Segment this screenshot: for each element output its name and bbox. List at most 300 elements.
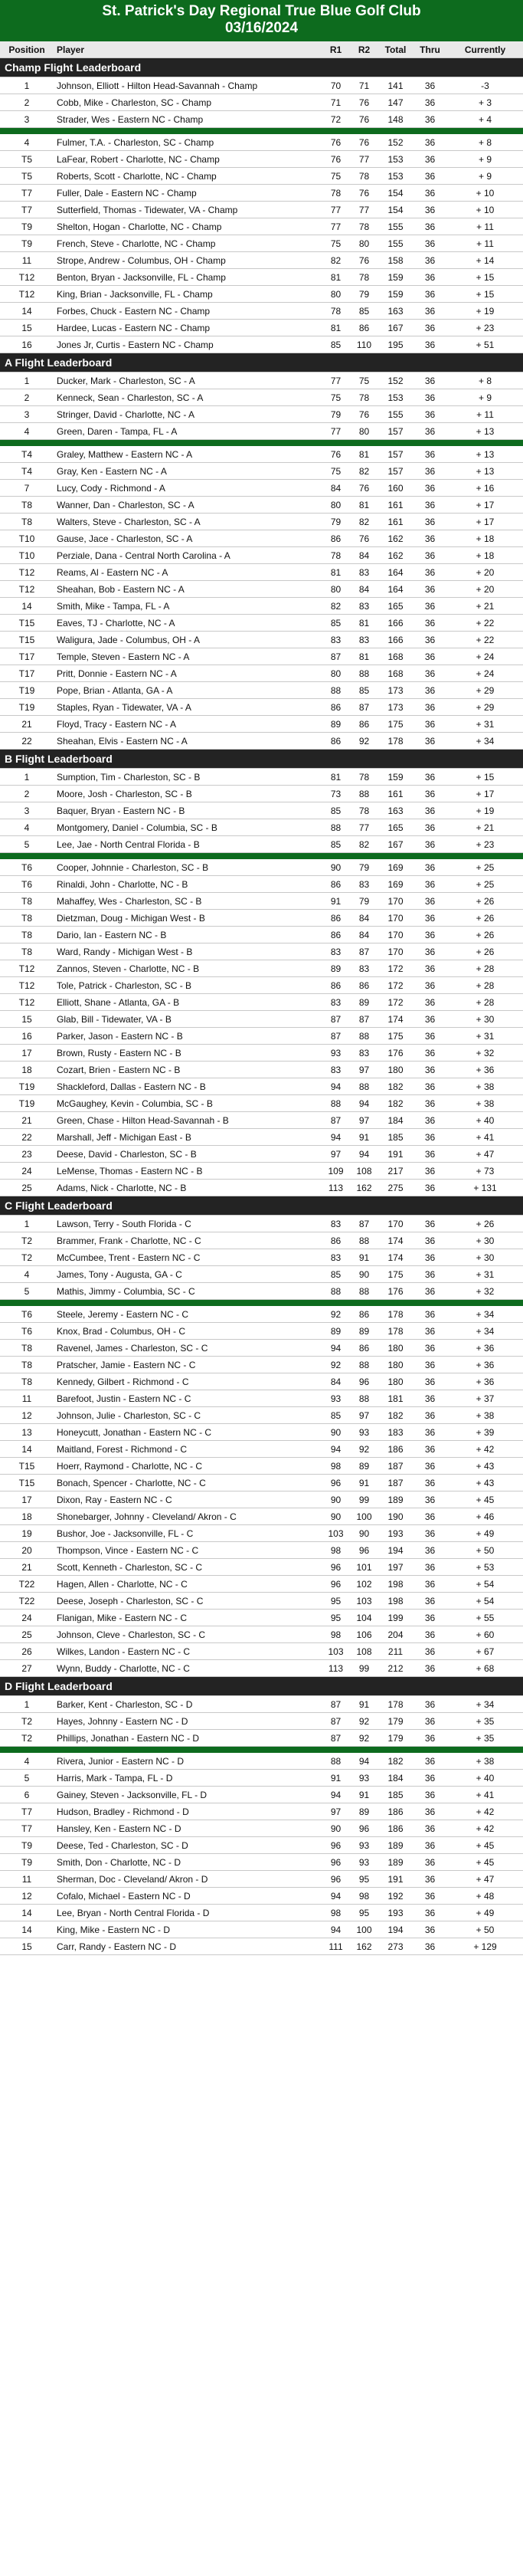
table-row <box>0 1062 523 1078</box>
r1-cell: 85 <box>322 1407 350 1424</box>
thru-cell: 36 <box>413 615 447 632</box>
thru-cell: 36 <box>413 1306 447 1323</box>
r2-cell: 88 <box>350 1232 378 1249</box>
thru-cell: 36 <box>413 910 447 927</box>
r2-cell: 88 <box>350 1357 378 1373</box>
currently-cell: + 38 <box>447 1753 523 1770</box>
r1-cell: 98 <box>322 1542 350 1559</box>
total-cell: 187 <box>378 1458 413 1475</box>
player-cell: Rinaldi, John - Charlotte, NC - B <box>54 876 322 893</box>
position-cell: T9 <box>0 1854 54 1871</box>
player-cell: Dixon, Ray - Eastern NC - C <box>54 1491 322 1508</box>
position-cell: T12 <box>0 564 54 581</box>
total-cell: 173 <box>378 682 413 699</box>
total-cell: 179 <box>378 1713 413 1730</box>
player-cell: Hardee, Lucas - Eastern NC - Champ <box>54 320 322 336</box>
r2-cell: 84 <box>350 547 378 564</box>
thru-cell: 36 <box>413 514 447 530</box>
thru-cell: 36 <box>413 1357 447 1373</box>
r2-cell: 89 <box>350 1323 378 1340</box>
thru-cell: 36 <box>413 1730 447 1747</box>
r2-cell: 88 <box>350 1283 378 1300</box>
table-row <box>0 1249 523 1266</box>
currently-cell: + 42 <box>447 1820 523 1837</box>
r2-cell: 92 <box>350 1713 378 1730</box>
r2-cell: 96 <box>350 1373 378 1390</box>
thru-cell: 36 <box>413 1283 447 1300</box>
total-cell: 174 <box>378 1232 413 1249</box>
r1-cell: 113 <box>322 1180 350 1196</box>
table-row <box>0 1441 523 1458</box>
currently-cell: + 9 <box>447 389 523 406</box>
flight-header-row <box>0 58 523 77</box>
total-cell: 155 <box>378 218 413 235</box>
position-cell: 17 <box>0 1491 54 1508</box>
total-cell: 187 <box>378 1475 413 1491</box>
table-row <box>0 235 523 252</box>
currently-cell: + 26 <box>447 910 523 927</box>
position-cell: 15 <box>0 320 54 336</box>
position-cell: 24 <box>0 1610 54 1626</box>
currently-cell: + 13 <box>447 446 523 463</box>
column-header-player: Player <box>54 41 322 58</box>
table-row <box>0 1095 523 1112</box>
currently-cell: + 41 <box>447 1129 523 1146</box>
thru-cell: 36 <box>413 1696 447 1713</box>
table-row <box>0 1626 523 1643</box>
r1-cell: 78 <box>322 185 350 202</box>
currently-cell: + 43 <box>447 1475 523 1491</box>
r2-cell: 93 <box>350 1854 378 1871</box>
r2-cell: 84 <box>350 910 378 927</box>
column-header-row <box>0 41 523 58</box>
total-cell: 184 <box>378 1112 413 1129</box>
table-row <box>0 1407 523 1424</box>
table-row <box>0 1373 523 1390</box>
position-cell: T7 <box>0 1803 54 1820</box>
thru-cell: 36 <box>413 134 447 151</box>
thru-cell: 36 <box>413 1753 447 1770</box>
position-cell: 4 <box>0 423 54 440</box>
position-cell: 18 <box>0 1508 54 1525</box>
table-row <box>0 111 523 128</box>
position-cell: 21 <box>0 1559 54 1576</box>
currently-cell: + 47 <box>447 1146 523 1163</box>
total-cell: 168 <box>378 665 413 682</box>
currently-cell: + 18 <box>447 530 523 547</box>
thru-cell: 36 <box>413 1112 447 1129</box>
flight-title: D Flight Leaderboard <box>0 1677 523 1696</box>
prize-cut-divider <box>0 440 523 447</box>
currently-cell: + 46 <box>447 1508 523 1525</box>
total-cell: 189 <box>378 1491 413 1508</box>
r2-cell: 78 <box>350 802 378 819</box>
player-cell: King, Brian - Jacksonville, FL - Champ <box>54 286 322 303</box>
player-cell: Barker, Kent - Charleston, SC - D <box>54 1696 322 1713</box>
position-cell: 6 <box>0 1787 54 1803</box>
thru-cell: 36 <box>413 1407 447 1424</box>
player-cell: Hayes, Johnny - Eastern NC - D <box>54 1713 322 1730</box>
r2-cell: 76 <box>350 185 378 202</box>
currently-cell: + 42 <box>447 1441 523 1458</box>
total-cell: 191 <box>378 1146 413 1163</box>
total-cell: 153 <box>378 151 413 168</box>
position-cell: T12 <box>0 581 54 598</box>
table-row <box>0 1028 523 1045</box>
thru-cell: 36 <box>413 1610 447 1626</box>
r1-cell: 79 <box>322 514 350 530</box>
r2-cell: 76 <box>350 252 378 269</box>
thru-cell: 36 <box>413 372 447 389</box>
table-row <box>0 514 523 530</box>
player-cell: Cozart, Brien - Eastern NC - B <box>54 1062 322 1078</box>
total-cell: 178 <box>378 1323 413 1340</box>
thru-cell: 36 <box>413 269 447 286</box>
r2-cell: 93 <box>350 1424 378 1441</box>
position-cell: 14 <box>0 598 54 615</box>
currently-cell: + 29 <box>447 682 523 699</box>
thru-cell: 36 <box>413 1340 447 1357</box>
currently-cell: + 68 <box>447 1660 523 1677</box>
player-cell: Brammer, Frank - Charlotte, NC - C <box>54 1232 322 1249</box>
currently-cell: + 26 <box>447 1216 523 1232</box>
total-cell: 166 <box>378 632 413 648</box>
thru-cell: 36 <box>413 876 447 893</box>
player-cell: Deese, Joseph - Charleston, SC - C <box>54 1593 322 1610</box>
player-cell: LaFear, Robert - Charlotte, NC - Champ <box>54 151 322 168</box>
r1-cell: 86 <box>322 699 350 716</box>
table-row <box>0 497 523 514</box>
table-row <box>0 1713 523 1730</box>
table-row <box>0 910 523 927</box>
thru-cell: 36 <box>413 1062 447 1078</box>
currently-cell: + 23 <box>447 836 523 853</box>
currently-cell: + 131 <box>447 1180 523 1196</box>
total-cell: 167 <box>378 836 413 853</box>
flight-header-row <box>0 750 523 769</box>
thru-cell: 36 <box>413 1373 447 1390</box>
table-row <box>0 876 523 893</box>
r2-cell: 87 <box>350 943 378 960</box>
player-cell: Strader, Wes - Eastern NC - Champ <box>54 111 322 128</box>
r1-cell: 86 <box>322 1232 350 1249</box>
total-cell: 182 <box>378 1078 413 1095</box>
r1-cell: 94 <box>322 1078 350 1095</box>
position-cell: 14 <box>0 1921 54 1938</box>
r1-cell: 82 <box>322 598 350 615</box>
currently-cell: + 24 <box>447 648 523 665</box>
currently-cell: + 45 <box>447 1854 523 1871</box>
total-cell: 163 <box>378 802 413 819</box>
total-cell: 170 <box>378 910 413 927</box>
table-row <box>0 1163 523 1180</box>
position-cell: T4 <box>0 463 54 480</box>
total-cell: 182 <box>378 1407 413 1424</box>
r2-cell: 92 <box>350 1730 378 1747</box>
thru-cell: 36 <box>413 1921 447 1938</box>
position-cell: T15 <box>0 1475 54 1491</box>
currently-cell: + 40 <box>447 1112 523 1129</box>
player-cell: LeMense, Thomas - Eastern NC - B <box>54 1163 322 1180</box>
r2-cell: 162 <box>350 1180 378 1196</box>
table-row <box>0 1357 523 1373</box>
position-cell: T19 <box>0 699 54 716</box>
r2-cell: 76 <box>350 94 378 111</box>
table-row <box>0 716 523 733</box>
total-cell: 212 <box>378 1660 413 1677</box>
currently-cell: + 22 <box>447 632 523 648</box>
total-cell: 159 <box>378 269 413 286</box>
position-cell: 2 <box>0 94 54 111</box>
position-cell: T4 <box>0 446 54 463</box>
position-cell: 5 <box>0 1770 54 1787</box>
r1-cell: 85 <box>322 1266 350 1283</box>
r2-cell: 87 <box>350 699 378 716</box>
r1-cell: 91 <box>322 1770 350 1787</box>
currently-cell: + 25 <box>447 876 523 893</box>
r1-cell: 93 <box>322 1045 350 1062</box>
currently-cell: + 34 <box>447 1696 523 1713</box>
total-cell: 180 <box>378 1357 413 1373</box>
player-cell: Cofalo, Michael - Eastern NC - D <box>54 1888 322 1905</box>
player-cell: Graley, Matthew - Eastern NC - A <box>54 446 322 463</box>
position-cell: T7 <box>0 1820 54 1837</box>
thru-cell: 36 <box>413 218 447 235</box>
total-cell: 155 <box>378 235 413 252</box>
position-cell: 1 <box>0 1696 54 1713</box>
total-cell: 153 <box>378 168 413 185</box>
prize-cut-divider <box>0 1300 523 1307</box>
thru-cell: 36 <box>413 1095 447 1112</box>
player-cell: Walters, Steve - Charleston, SC - A <box>54 514 322 530</box>
player-cell: Hagen, Allen - Charlotte, NC - C <box>54 1576 322 1593</box>
column-header-thru: Thru <box>413 41 447 58</box>
r2-cell: 104 <box>350 1610 378 1626</box>
r1-cell: 77 <box>322 202 350 218</box>
total-cell: 198 <box>378 1593 413 1610</box>
r1-cell: 77 <box>322 218 350 235</box>
thru-cell: 36 <box>413 1905 447 1921</box>
r2-cell: 162 <box>350 1938 378 1955</box>
r2-cell: 76 <box>350 480 378 497</box>
player-cell: Parker, Jason - Eastern NC - B <box>54 1028 322 1045</box>
total-cell: 193 <box>378 1905 413 1921</box>
r2-cell: 78 <box>350 269 378 286</box>
position-cell: 7 <box>0 480 54 497</box>
table-row <box>0 1266 523 1283</box>
table-row <box>0 1660 523 1677</box>
thru-cell: 36 <box>413 1180 447 1196</box>
position-cell: 13 <box>0 1424 54 1441</box>
player-cell: Fulmer, T.A. - Charleston, SC - Champ <box>54 134 322 151</box>
currently-cell: + 36 <box>447 1062 523 1078</box>
player-cell: Stringer, David - Charlotte, NC - A <box>54 406 322 423</box>
total-cell: 173 <box>378 699 413 716</box>
currently-cell: + 21 <box>447 819 523 836</box>
currently-cell: + 17 <box>447 497 523 514</box>
table-row <box>0 286 523 303</box>
thru-cell: 36 <box>413 1803 447 1820</box>
r2-cell: 90 <box>350 1525 378 1542</box>
position-cell: 26 <box>0 1643 54 1660</box>
table-row <box>0 1696 523 1713</box>
thru-cell: 36 <box>413 389 447 406</box>
total-cell: 174 <box>378 1249 413 1266</box>
r1-cell: 82 <box>322 252 350 269</box>
total-cell: 147 <box>378 94 413 111</box>
position-cell: T6 <box>0 876 54 893</box>
currently-cell: + 14 <box>447 252 523 269</box>
position-cell: 22 <box>0 1129 54 1146</box>
thru-cell: 36 <box>413 1660 447 1677</box>
thru-cell: 36 <box>413 1626 447 1643</box>
table-row <box>0 336 523 353</box>
total-cell: 157 <box>378 446 413 463</box>
total-cell: 180 <box>378 1340 413 1357</box>
thru-cell: 36 <box>413 699 447 716</box>
r2-cell: 93 <box>350 1837 378 1854</box>
total-cell: 158 <box>378 252 413 269</box>
table-row <box>0 151 523 168</box>
r1-cell: 92 <box>322 1306 350 1323</box>
r2-cell: 102 <box>350 1576 378 1593</box>
r1-cell: 81 <box>322 269 350 286</box>
total-cell: 211 <box>378 1643 413 1660</box>
table-row <box>0 1905 523 1921</box>
table-row <box>0 463 523 480</box>
total-cell: 165 <box>378 598 413 615</box>
total-cell: 195 <box>378 336 413 353</box>
total-cell: 161 <box>378 786 413 802</box>
table-row <box>0 615 523 632</box>
position-cell: 20 <box>0 1542 54 1559</box>
position-cell: 12 <box>0 1407 54 1424</box>
r1-cell: 75 <box>322 235 350 252</box>
r1-cell: 87 <box>322 1730 350 1747</box>
player-cell: Green, Daren - Tampa, FL - A <box>54 423 322 440</box>
r2-cell: 87 <box>350 1011 378 1028</box>
page-title <box>0 0 523 41</box>
total-cell: 170 <box>378 1216 413 1232</box>
currently-cell: + 10 <box>447 202 523 218</box>
thru-cell: 36 <box>413 446 447 463</box>
total-cell: 189 <box>378 1854 413 1871</box>
player-cell: Roberts, Scott - Charlotte, NC - Champ <box>54 168 322 185</box>
r2-cell: 83 <box>350 876 378 893</box>
r1-cell: 90 <box>322 1508 350 1525</box>
flight-title: C Flight Leaderboard <box>0 1196 523 1216</box>
total-cell: 178 <box>378 1696 413 1713</box>
currently-cell: + 35 <box>447 1730 523 1747</box>
currently-cell: + 36 <box>447 1340 523 1357</box>
player-cell: Brown, Rusty - Eastern NC - B <box>54 1045 322 1062</box>
player-cell: Montgomery, Daniel - Columbia, SC - B <box>54 819 322 836</box>
currently-cell: + 60 <box>447 1626 523 1643</box>
table-row <box>0 859 523 876</box>
total-cell: 161 <box>378 514 413 530</box>
r2-cell: 82 <box>350 836 378 853</box>
position-cell: 4 <box>0 1753 54 1770</box>
player-cell: Pope, Brian - Atlanta, GA - A <box>54 682 322 699</box>
r1-cell: 80 <box>322 286 350 303</box>
currently-cell: + 28 <box>447 994 523 1011</box>
thru-cell: 36 <box>413 1871 447 1888</box>
player-cell: Bonach, Spencer - Charlotte, NC - C <box>54 1475 322 1491</box>
currently-cell: + 42 <box>447 1803 523 1820</box>
position-cell: T10 <box>0 530 54 547</box>
thru-cell: 36 <box>413 1458 447 1475</box>
table-row <box>0 134 523 151</box>
table-row <box>0 1146 523 1163</box>
player-cell: Pratscher, Jamie - Eastern NC - C <box>54 1357 322 1373</box>
r2-cell: 82 <box>350 463 378 480</box>
flight-header-row <box>0 353 523 372</box>
player-cell: Deese, Ted - Charleston, SC - D <box>54 1837 322 1854</box>
r2-cell: 78 <box>350 218 378 235</box>
player-cell: Marshall, Jeff - Michigan East - B <box>54 1129 322 1146</box>
position-cell: T8 <box>0 1357 54 1373</box>
player-cell: Steele, Jeremy - Eastern NC - C <box>54 1306 322 1323</box>
r1-cell: 88 <box>322 682 350 699</box>
position-cell: 19 <box>0 1525 54 1542</box>
r2-cell: 90 <box>350 1266 378 1283</box>
r1-cell: 83 <box>322 943 350 960</box>
r1-cell: 87 <box>322 1112 350 1129</box>
r2-cell: 76 <box>350 406 378 423</box>
thru-cell: 36 <box>413 1576 447 1593</box>
player-cell: Mahaffey, Wes - Charleston, SC - B <box>54 893 322 910</box>
prize-cut-divider <box>0 1747 523 1754</box>
player-cell: Barefoot, Justin - Eastern NC - C <box>54 1390 322 1407</box>
r2-cell: 81 <box>350 446 378 463</box>
total-cell: 175 <box>378 1028 413 1045</box>
r2-cell: 88 <box>350 786 378 802</box>
player-cell: Kennedy, Gilbert - Richmond - C <box>54 1373 322 1390</box>
currently-cell: + 11 <box>447 406 523 423</box>
position-cell: T2 <box>0 1232 54 1249</box>
table-row <box>0 1753 523 1770</box>
divider-bar <box>0 1300 523 1307</box>
r2-cell: 108 <box>350 1643 378 1660</box>
position-cell: 3 <box>0 406 54 423</box>
position-cell: 11 <box>0 252 54 269</box>
r1-cell: 88 <box>322 1095 350 1112</box>
currently-cell: + 37 <box>447 1390 523 1407</box>
r1-cell: 70 <box>322 77 350 94</box>
position-cell: T9 <box>0 1837 54 1854</box>
currently-cell: + 3 <box>447 94 523 111</box>
r2-cell: 91 <box>350 1787 378 1803</box>
thru-cell: 36 <box>413 286 447 303</box>
r2-cell: 101 <box>350 1559 378 1576</box>
thru-cell: 36 <box>413 406 447 423</box>
thru-cell: 36 <box>413 1163 447 1180</box>
position-cell: T19 <box>0 1078 54 1095</box>
thru-cell: 36 <box>413 1323 447 1340</box>
position-cell: 27 <box>0 1660 54 1677</box>
r2-cell: 100 <box>350 1508 378 1525</box>
total-cell: 172 <box>378 960 413 977</box>
thru-cell: 36 <box>413 1542 447 1559</box>
position-cell: 24 <box>0 1163 54 1180</box>
r1-cell: 88 <box>322 1283 350 1300</box>
table-row <box>0 480 523 497</box>
r1-cell: 77 <box>322 372 350 389</box>
r1-cell: 96 <box>322 1576 350 1593</box>
thru-cell: 36 <box>413 530 447 547</box>
player-cell: Carr, Randy - Eastern NC - D <box>54 1938 322 1955</box>
player-cell: Eaves, TJ - Charlotte, NC - A <box>54 615 322 632</box>
